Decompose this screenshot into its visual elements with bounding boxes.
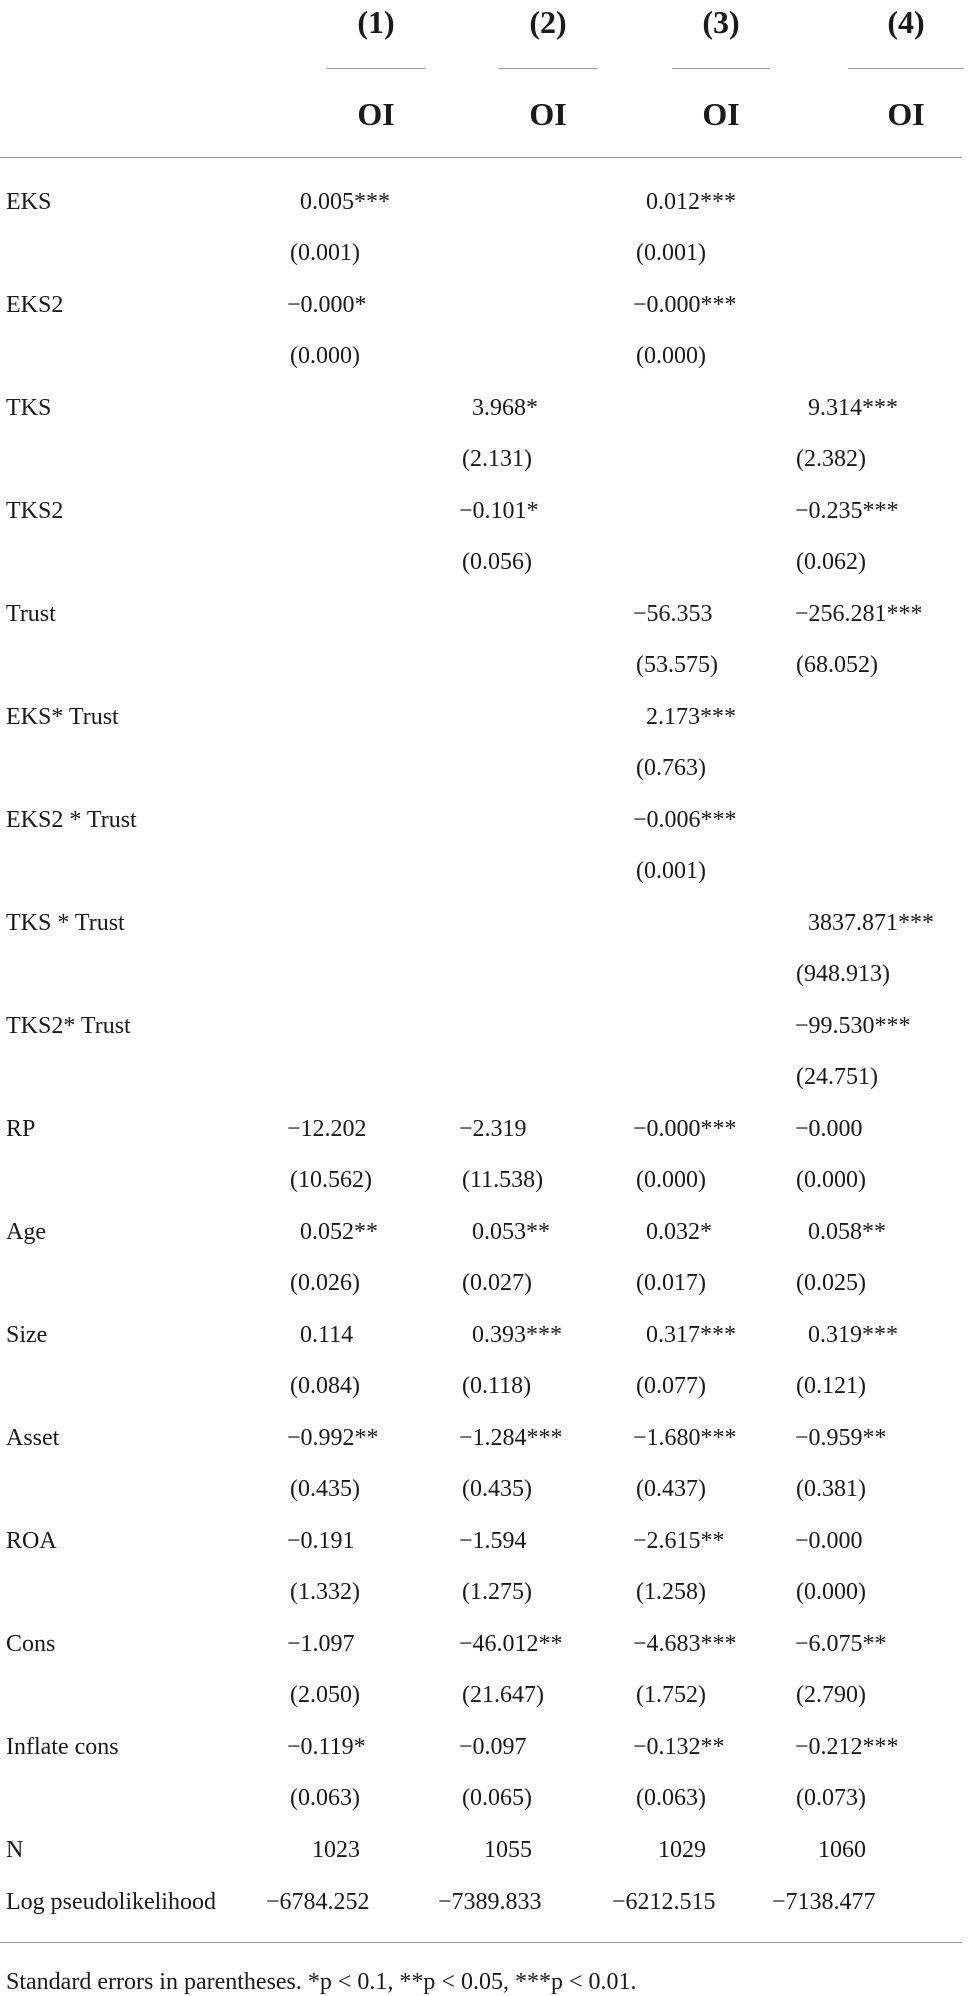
standard-error: (2.131) <box>462 446 532 472</box>
coefficient: −1.594 <box>459 1528 527 1554</box>
row-label: Trust <box>6 601 56 627</box>
coefficient: −1.284*** <box>459 1425 563 1451</box>
standard-error: (0.435) <box>290 1476 360 1502</box>
standard-error: (0.077) <box>636 1373 706 1399</box>
column-dependent-variable: OI <box>357 96 395 132</box>
row-label: Size <box>6 1322 48 1348</box>
row-label: EKS* Trust <box>6 704 119 730</box>
standard-error: (0.017) <box>636 1270 706 1296</box>
coefficient: −0.000* <box>287 292 367 318</box>
coefficient: −0.006*** <box>633 807 737 833</box>
row-label: TKS * Trust <box>6 910 125 936</box>
column-rule <box>499 68 597 69</box>
standard-error: (2.050) <box>290 1682 360 1708</box>
standard-error: (11.538) <box>462 1167 544 1193</box>
standard-error: (0.063) <box>636 1785 706 1811</box>
coefficient: −256.281*** <box>795 601 923 627</box>
coefficient: 9.314*** <box>808 395 898 421</box>
standard-error: (0.062) <box>796 549 866 575</box>
coefficient: −0.119* <box>287 1734 366 1760</box>
standard-error: (0.381) <box>796 1476 866 1502</box>
table-footnote: Standard errors in parentheses. *p < 0.1, **p < 0.05, ***p < 0.01. <box>6 1969 637 1995</box>
standard-error: (0.073) <box>796 1785 866 1811</box>
stat-label: N <box>6 1837 24 1863</box>
standard-error: (1.258) <box>636 1579 706 1605</box>
coefficient: 2.173*** <box>646 704 736 730</box>
coefficient: −0.000*** <box>633 1116 737 1142</box>
row-label: TKS2 <box>6 498 64 524</box>
coefficient: −2.615** <box>633 1528 725 1554</box>
coefficient: −0.097 <box>459 1734 527 1760</box>
header-rule <box>0 157 962 158</box>
coefficient: −0.000 <box>795 1528 863 1554</box>
standard-error: (68.052) <box>796 652 878 678</box>
standard-error: (0.001) <box>636 858 706 884</box>
row-label: EKS2 <box>6 292 64 318</box>
coefficient: −0.992** <box>287 1425 379 1451</box>
standard-error: (0.000) <box>636 1167 706 1193</box>
row-label: ROA <box>6 1528 57 1554</box>
stat-value: −6784.252 <box>266 1889 370 1915</box>
coefficient: 0.393*** <box>472 1322 562 1348</box>
standard-error: (0.065) <box>462 1785 532 1811</box>
column-number: (3) <box>702 4 740 40</box>
coefficient: −12.202 <box>287 1116 367 1142</box>
column-dependent-variable: OI <box>702 96 740 132</box>
column-dependent-variable: OI <box>887 96 925 132</box>
coefficient: −6.075** <box>795 1631 887 1657</box>
row-label: RP <box>6 1116 36 1142</box>
row-label: Asset <box>6 1425 60 1451</box>
coefficient: −0.132** <box>633 1734 725 1760</box>
stat-value: −6212.515 <box>612 1889 716 1915</box>
column-number: (4) <box>887 4 925 40</box>
coefficient: −0.000*** <box>633 292 737 318</box>
standard-error: (0.437) <box>636 1476 706 1502</box>
standard-error: (0.025) <box>796 1270 866 1296</box>
row-label: EKS <box>6 189 52 215</box>
standard-error: (2.382) <box>796 446 866 472</box>
standard-error: (0.063) <box>290 1785 360 1811</box>
stat-value: −7389.833 <box>438 1889 542 1915</box>
column-number: (1) <box>357 4 395 40</box>
coefficient: −0.959** <box>795 1425 887 1451</box>
coefficient: 0.317*** <box>646 1322 736 1348</box>
row-label: TKS <box>6 395 52 421</box>
column-rule <box>672 68 770 69</box>
coefficient: 0.053** <box>472 1219 550 1245</box>
coefficient: 0.005*** <box>300 189 390 215</box>
row-label: TKS2* Trust <box>6 1013 131 1039</box>
standard-error: (0.084) <box>290 1373 360 1399</box>
coefficient: −0.000 <box>795 1116 863 1142</box>
stat-value: 1023 <box>312 1837 360 1863</box>
coefficient: 0.032* <box>646 1219 712 1245</box>
standard-error: (0.763) <box>636 755 706 781</box>
coefficient: −0.191 <box>287 1528 355 1554</box>
standard-error: (1.752) <box>636 1682 706 1708</box>
coefficient: −0.235*** <box>795 498 899 524</box>
row-label: Age <box>6 1219 46 1245</box>
standard-error: (0.000) <box>796 1579 866 1605</box>
coefficient: 3.968* <box>472 395 538 421</box>
standard-error: (0.000) <box>290 343 360 369</box>
coefficient: 0.058** <box>808 1219 886 1245</box>
standard-error: (0.001) <box>636 240 706 266</box>
standard-error: (0.056) <box>462 549 532 575</box>
coefficient: −4.683*** <box>633 1631 737 1657</box>
standard-error: (0.000) <box>796 1167 866 1193</box>
standard-error: (21.647) <box>462 1682 544 1708</box>
row-label: EKS2 * Trust <box>6 807 137 833</box>
row-label: Cons <box>6 1631 56 1657</box>
stat-value: 1055 <box>484 1837 532 1863</box>
standard-error: (0.027) <box>462 1270 532 1296</box>
standard-error: (0.001) <box>290 240 360 266</box>
row-label: Inflate cons <box>6 1734 119 1760</box>
coefficient: −1.680*** <box>633 1425 737 1451</box>
standard-error: (24.751) <box>796 1064 878 1090</box>
standard-error: (10.562) <box>290 1167 372 1193</box>
coefficient: 0.052** <box>300 1219 378 1245</box>
coefficient: −2.319 <box>459 1116 527 1142</box>
coefficient: 0.114 <box>300 1322 354 1348</box>
standard-error: (1.332) <box>290 1579 360 1605</box>
standard-error: (53.575) <box>636 652 718 678</box>
stat-value: 1029 <box>658 1837 706 1863</box>
coefficient: −1.097 <box>287 1631 355 1657</box>
standard-error: (2.790) <box>796 1682 866 1708</box>
stat-value: 1060 <box>818 1837 866 1863</box>
coefficient: −56.353 <box>633 601 713 627</box>
column-dependent-variable: OI <box>529 96 567 132</box>
standard-error: (0.121) <box>796 1373 866 1399</box>
standard-error: (948.913) <box>796 961 890 987</box>
coefficient: −46.012** <box>459 1631 563 1657</box>
column-number: (2) <box>529 4 567 40</box>
standard-error: (0.000) <box>636 343 706 369</box>
coefficient: 0.319*** <box>808 1322 898 1348</box>
standard-error: (0.435) <box>462 1476 532 1502</box>
stat-label: Log pseudolikelihood <box>6 1889 216 1915</box>
coefficient: 3837.871*** <box>808 910 934 936</box>
coefficient: −0.101* <box>459 498 539 524</box>
standard-error: (0.026) <box>290 1270 360 1296</box>
standard-error: (0.118) <box>462 1373 532 1399</box>
coefficient: −99.530*** <box>795 1013 911 1039</box>
column-rule <box>327 68 425 69</box>
footer-rule <box>0 1942 962 1943</box>
coefficient: 0.012*** <box>646 189 736 215</box>
column-rule <box>848 68 964 69</box>
standard-error: (1.275) <box>462 1579 532 1605</box>
coefficient: −0.212*** <box>795 1734 899 1760</box>
stat-value: −7138.477 <box>772 1889 876 1915</box>
